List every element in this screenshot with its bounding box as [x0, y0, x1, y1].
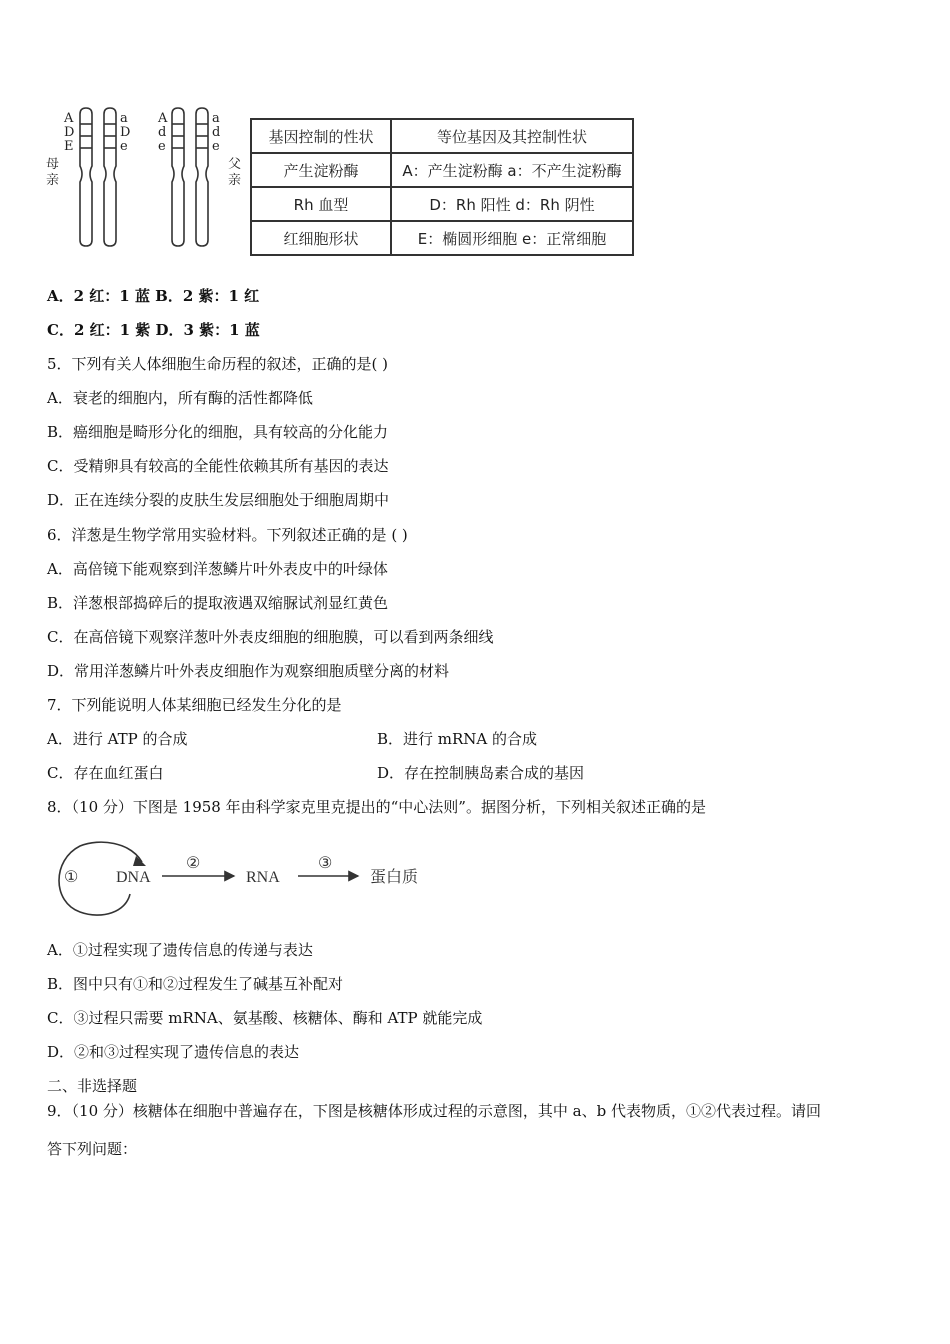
- central-dogma-diagram: [50, 832, 450, 922]
- svg-text:e: e: [120, 139, 128, 154]
- q6-option-c: C．在高倍镜下观察洋葱叶外表皮细胞的细胞膜，可以看到两条细线: [47, 628, 494, 646]
- svg-text:e: e: [212, 139, 220, 154]
- svg-text:D: D: [64, 125, 75, 140]
- q6-stem: 6．洋葱是生物学常用实验材料。下列叙述正确的是 ( ): [47, 526, 408, 544]
- step-1-label: ①: [64, 869, 79, 886]
- svg-text:A: A: [158, 111, 168, 126]
- q4-options-line-2: C．2 红：1 紫 D．3 紫：1 蓝: [47, 321, 260, 339]
- svg-text:d: d: [158, 125, 167, 140]
- protein-label: 蛋白质: [370, 869, 419, 886]
- q5-option-d: D．正在连续分裂的皮肤生发层细胞处于细胞周期中: [47, 491, 390, 509]
- svg-text:亲: 亲: [228, 173, 242, 188]
- mother-right-genes: [120, 111, 130, 154]
- father-chromosome-pair: [172, 108, 208, 246]
- father-right-genes: [212, 111, 220, 154]
- dna-label: DNA: [116, 869, 151, 886]
- q8-stem: 8．（10 分）下图是 1958 年由科学家克里克提出的“中心法则”。据图分析，下列相关叙述正确的是: [47, 798, 706, 816]
- svg-text:父: 父: [228, 157, 242, 172]
- q5-option-b: B．癌细胞是畸形分化的细胞，具有较高的分化能力: [47, 423, 389, 441]
- svg-text:D: D: [120, 125, 131, 140]
- section-title: 二、非选择题: [47, 1077, 138, 1095]
- q8-option-a: A．①过程实现了遗传信息的传递与表达: [47, 941, 313, 959]
- q5-option-a: A．衰老的细胞内，所有酶的活性都降低: [47, 389, 313, 407]
- svg-text:e: e: [158, 139, 166, 154]
- q7-option-b: B．进行 mRNA 的合成: [377, 730, 538, 748]
- svg-text:亲: 亲: [46, 173, 60, 188]
- mother-chromosome-pair: [80, 108, 116, 246]
- gene-trait-table: [250, 118, 634, 256]
- q6-option-d: D．常用洋葱鳞片叶外表皮细胞作为观察细胞质壁分离的材料: [47, 662, 450, 680]
- q5-stem: 5．下列有关人体细胞生命历程的叙述，正确的是( ): [47, 355, 389, 373]
- svg-text:母: 母: [46, 157, 60, 172]
- q6-option-a: A．高倍镜下能观察到洋葱鳞片叶外表皮中的叶绿体: [47, 560, 388, 578]
- table-row: [251, 153, 633, 187]
- q4-options-line-1: A．2 红：1 蓝 B．2 紫：1 红: [47, 287, 260, 305]
- q7-option-c: C．存在血红蛋白: [47, 764, 164, 782]
- svg-text:E: E: [64, 139, 74, 154]
- q5-option-c: C．受精卵具有较高的全能性依赖其所有基因的表达: [47, 457, 389, 475]
- table-cell: 红细胞形状: [251, 221, 391, 255]
- q8-option-d: D．②和③过程实现了遗传信息的表达: [47, 1043, 300, 1061]
- table-cell: Rh 血型: [251, 187, 391, 221]
- svg-text:a: a: [120, 111, 128, 126]
- q7-option-d: D．存在控制胰岛素合成的基因: [377, 764, 585, 782]
- table-header-cell: 基因控制的性状: [251, 119, 391, 153]
- q8-option-c: C．③过程只需要 mRNA、氨基酸、核糖体、酶和 ATP 就能完成: [47, 1009, 483, 1027]
- father-left-genes: [157, 111, 168, 154]
- step-2-label: ②: [186, 855, 201, 872]
- svg-text:a: a: [212, 111, 220, 126]
- chromosome-figure: [44, 104, 244, 254]
- table-row: [251, 187, 633, 221]
- table-cell: E：椭圆形细胞 e：正常细胞: [391, 221, 633, 255]
- q6-option-b: B．洋葱根部捣碎后的提取液遇双缩脲试剂显红黄色: [47, 594, 389, 612]
- step-3-label: ③: [318, 855, 333, 872]
- table-cell: D：Rh 阳性 d：Rh 阴性: [391, 187, 633, 221]
- table-header-cell: 等位基因及其控制性状: [391, 119, 633, 153]
- table-header-row: [251, 119, 633, 153]
- table-row: [251, 221, 633, 255]
- q8-option-b: B．图中只有①和②过程发生了碱基互补配对: [47, 975, 344, 993]
- table-cell: 产生淀粉酶: [251, 153, 391, 187]
- rna-label: RNA: [246, 869, 280, 886]
- mother-label: [46, 157, 59, 188]
- mother-left-genes: [63, 111, 74, 154]
- q7-option-a: A．进行 ATP 的合成: [47, 730, 188, 748]
- table-cell: A：产生淀粉酶 a：不产生淀粉酶: [391, 153, 633, 187]
- q7-stem: 7．下列能说明人体某细胞已经发生分化的是: [47, 696, 342, 714]
- father-label: [228, 157, 241, 188]
- svg-text:A: A: [64, 111, 74, 126]
- svg-text:d: d: [212, 125, 221, 140]
- q9-stem-line-1: 9．（10 分）核糖体在细胞中普遍存在，下图是核糖体形成过程的示意图，其中 a、b 代表物质，①②代表过程。请回: [47, 1102, 821, 1120]
- q9-stem-line-2: 答下列问题：: [47, 1140, 138, 1158]
